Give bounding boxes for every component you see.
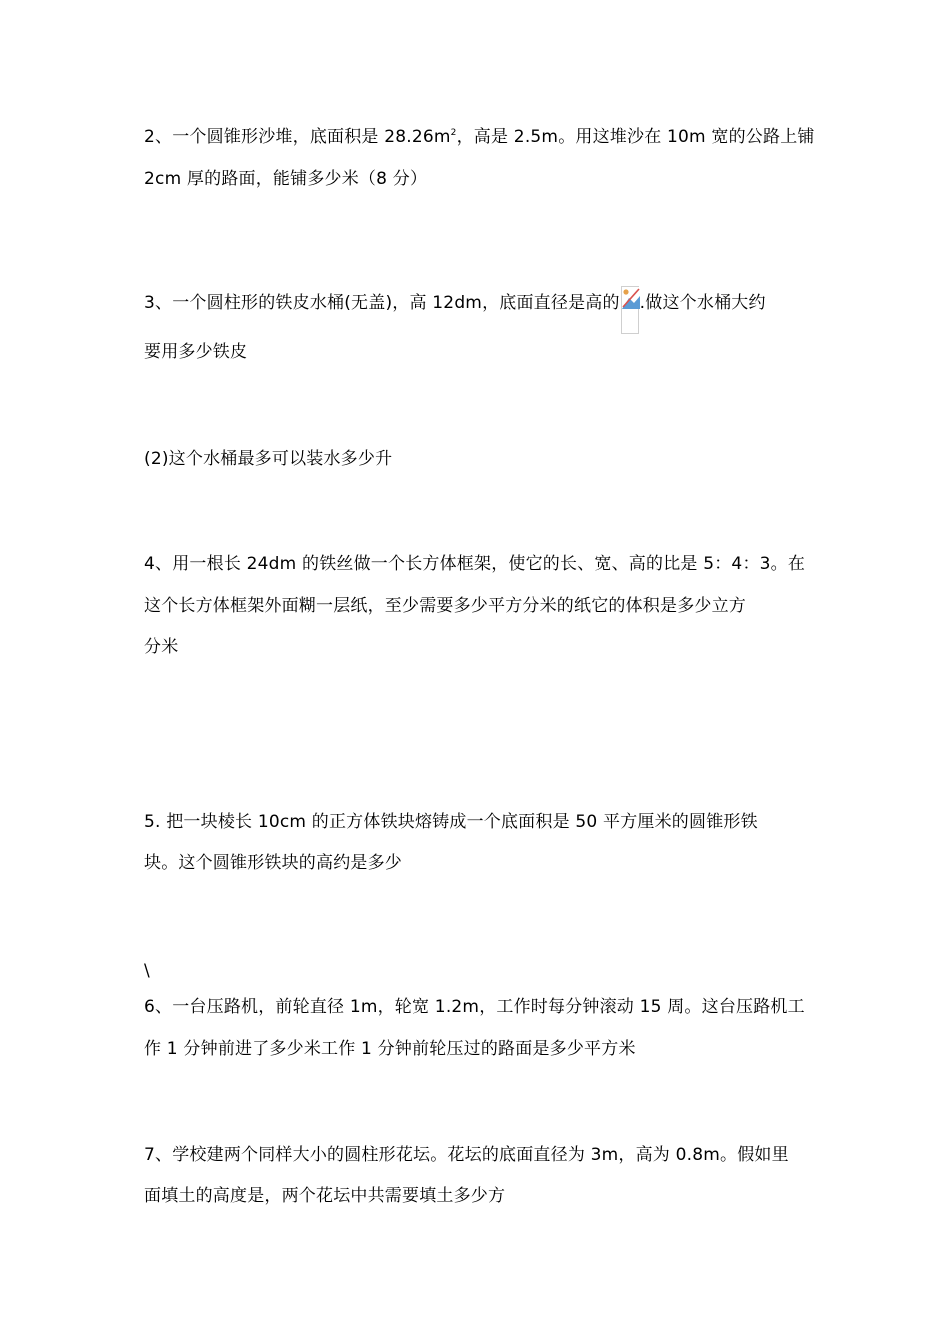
question-3-sub-2: (2)这个水桶最多可以装水多少升 [144, 449, 393, 469]
question-6-line-2: 作 1 分钟前进了多少米工作 1 分钟前轮压过的路面是多少平方米 [144, 1039, 636, 1059]
question-3-text-b: .做这个水桶大约 [639, 293, 766, 313]
question-4-line-3: 分米 [144, 637, 179, 657]
question-4-line-1: 4、用一根长 24dm 的铁丝做一个长方体框架，使它的长、宽、高的比是 5：4：3。在 [144, 554, 806, 574]
superscript-two: 2 [450, 128, 457, 138]
question-2-text-a: 2、一个圆锥形沙堆，底面积是 28.26m [144, 127, 451, 147]
stray-backslash: \ [144, 961, 150, 981]
broken-image-icon [621, 286, 639, 334]
question-4-line-2: 这个长方体框架外面糊一层纸，至少需要多少平方分米的纸它的体积是多少立方 [144, 596, 746, 616]
question-6-line-1: 6、一台压路机，前轮直径 1m，轮宽 1.2m，工作时每分钟滚动 15 周。这台压路机工 [144, 997, 805, 1017]
question-7-line-1: 7、学校建两个同样大小的圆柱形花坛。花坛的底面直径为 3m，高为 0.8m。假如里 [144, 1145, 789, 1165]
question-5-line-1: 5. 把一块棱长 10cm 的正方体铁块熔铸成一个底面积是 50 平方厘米的圆锥形铁 [144, 812, 758, 832]
question-2-text-b: ，高是 2.5m。用这堆沙在 10m 宽的公路上铺 [456, 127, 815, 147]
question-2-line-1 [144, 126, 815, 148]
question-3-line-1 [144, 286, 766, 334]
question-3-text-a: 3、一个圆柱形的铁皮水桶(无盖)，高 12dm，底面直径是高的 [144, 293, 620, 313]
question-5-line-2: 块。这个圆锥形铁块的高约是多少 [144, 853, 402, 873]
question-3-line-2: 要用多少铁皮 [144, 342, 248, 362]
question-2-line-2: 2cm 厚的路面，能铺多少米（8 分） [144, 169, 428, 189]
question-7-line-2: 面填土的高度是，两个花坛中共需要填土多少方 [144, 1186, 506, 1206]
